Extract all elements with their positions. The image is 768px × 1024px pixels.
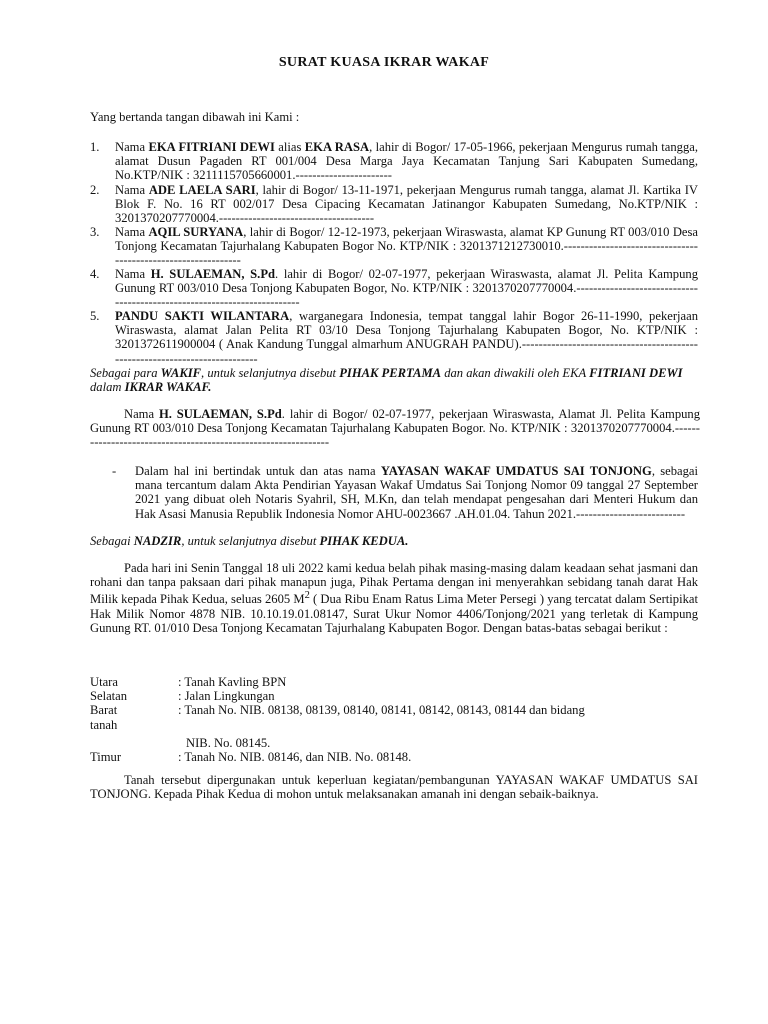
person-name: PANDU SAKTI WILANTARA [115,309,290,323]
person-details: , lahir di Bogor/ 17-05-1966, pekerjaan Mengurus rumah tangga, alamat Dusun Pagaden RT 001/004 Desa Marga Jaya Kecamatan Tanjung Sari Kabupaten Sumedang, No.KTP/NIK : 3211115705660001.----------------------- [115,140,698,183]
border-row-barat-cont2 [90,736,698,750]
intro-text: Yang bertanda tangan dibawah ini Kami : [90,110,300,124]
pihak-kedua-statement [90,534,700,548]
ikrar-wakaf-term: IKRAR WAKAF. [124,380,212,395]
yayasan-details: , sebagai mana tercantum dalam Akta Pendirian Yayasan Wakaf Umdatus Sai Tonjong Nomor 09 tanggal 27 September 2021 yang dibuat oleh Notaris Syahril, SH, M.Kn, dan telah mendapat pengesahan dari Menteri Hukum dan Hak Asasi Manusia Republik Indonesia Nomor AHU-0023667 .AH.01.04. Tahun 2021.-------------------------- [135,464,699,521]
list-item [90,225,698,267]
item-number: 1. [90,140,100,154]
pihak-pertama-term: PIHAK PERTAMA [339,366,442,380]
nadzir-name: H. SULAEMAN, S.Pd [158,407,282,421]
page-title: SURAT KUASA IKRAR WAKAF [278,55,490,70]
border-label: Selatan [90,689,128,704]
statement-text: Sebagai para [90,366,161,380]
person-details: . lahir di Bogor/ 02-07-1977, pekerjaan Wiraswasta, alamat Jl. Pelita Kampung Gunung RT 003/010 Desa Tonjong Kabupaten Bogor, No. KTP/NIK : 3201370207770004.------------------------------------------------------------------------- [115,267,698,310]
paragraph-text: ( Dua Ribu Enam Ratus Lima Meter Persegi ) yang tercatat dalam Sertipikat Hak Milik Nomor 4878 NIB. 10.10.19.01.08147, Surat Ukur Nomor 4406/Tonjong/2021 yang terletak di Kampung Gunung RT. 01/010 Desa Tonjong Kecamatan Tajurhalang Kabupaten Bogor. Dengan batas-batas sebagai berikut : [90,592,698,635]
pihak-pertama-statement [90,366,700,394]
yayasan-name: YAYASAN WAKAF UMDATUS SAI TONJONG [380,464,652,478]
list-item [90,140,698,183]
border-row-timur [90,750,698,764]
closing-paragraph: Tanah tersebut dipergunakan untuk keperluan kegiatan/pembangunan YAYASAN WAKAF UMDATUS SAI TONJONG. Kepada Pihak Kedua di mohon untuk melaksanakan amanah ini dengan sebaik-baiknya. [90,773,698,802]
person-alias: EKA RASA [304,140,370,154]
person-name: EKA FITRIANI DEWI [148,140,275,154]
item-number: 3. [90,225,100,239]
statement-text: dalam [90,380,125,395]
name-prefix: Nama [115,140,149,154]
statement-text: , untuk selanjutnya disebut [201,366,340,380]
statement-text: , untuk selanjutnya disebut [181,534,320,548]
border-list [90,675,698,764]
border-label: Barat [90,703,118,718]
paragraph-text: Pada hari ini Senin Tanggal 18 uli 2022 kami kedua belah pihak masing-masing dalam keadaan sehat jasmani dan rohani dan tanpa paksaan dari pihak manapun juga, Pihak Pertama dengan ini menyerahkan sebidang tanah darat Hak Milik kepada Pihak Kedua, seluas 2605 M [90,561,698,607]
border-row-barat [90,703,698,717]
yayasan-text [135,464,698,521]
nadzir-details: . lahir di Bogor/ 02-07-1977, pekerjaan Wiraswasta, Alamat Jl. Pelita Kampung Gunung RT 003/010 Desa Tonjong Kecamatan Tajurhalang Kabupaten Bogor. No. KTP/NIK : 3201370207770004.--------------------------------------------------------------- [90,407,701,450]
border-row-utara [90,675,698,689]
list-item [90,309,698,366]
name-prefix: Nama [115,267,151,281]
person-details: , lahir di Bogor/ 12-12-1973, pekerjaan Wiraswasta, alamat KP Gunung RT 003/010 Desa Tonjong Kecamatan Tajurhalang Kabupaten Bogor No. KTP/NIK : 3201371212730010.-------------------------------------------------------------- [115,225,699,268]
area-superscript: 2 [304,590,310,602]
border-label-cont: tanah [90,717,118,732]
list-item [90,183,698,225]
border-value: : Tanah No. NIB. 08138, 08139, 08140, 08141, 08142, 08143, 08144 dan bidang [178,703,585,718]
item-number: 4. [90,267,100,281]
wakif-list [90,140,698,366]
name-prefix: Nama [115,183,149,197]
dash-bullet: - [112,464,117,478]
representative-name: FITRIANI DEWI [589,366,683,380]
item-number: 2. [90,183,100,197]
main-paragraph [90,561,698,635]
border-value-cont: NIB. No. 08145. [186,735,271,750]
border-label: Utara [90,675,118,689]
list-item [90,267,698,309]
border-value-spacer [178,718,698,732]
border-value: : Jalan Lingkungan [178,689,275,704]
statement-text: dan akan diwakili oleh EKA [441,366,590,380]
border-value: : Tanah No. NIB. 08146, dan NIB. No. 08148. [178,750,412,765]
border-row-selatan [90,689,698,703]
pihak-kedua-term: PIHAK KEDUA. [319,534,409,548]
border-row-barat-cont [90,718,698,732]
item-number: 5. [90,309,100,323]
yayasan-prefix: Dalam hal ini bertindak untuk dan atas nama [135,464,381,478]
name-prefix: Nama [115,225,149,239]
nadzir-term: NADZIR [133,534,182,548]
statement-text: Sebagai [90,534,134,548]
wakif-term: WAKIF [160,366,202,380]
border-label-spacer [90,736,178,750]
name-prefix: Nama [124,407,159,421]
border-label: Timur [90,750,122,765]
person-name: AQIL SURYANA [148,225,244,239]
yayasan-item [90,464,698,521]
person-details: , lahir di Bogor/ 13-11-1971, pekerjaan Mengurus rumah tangga, alamat Jl. Kartika IV Blok F. No. 16 RT 002/017 Desa Cipacing Kecamatan Jatinangor Kabupaten Sumedang, No.KTP/NIK : 3201370207770004.------------------------------------- [115,183,699,226]
person-name: ADE LAELA SARI [148,183,256,197]
nadzir-paragraph [90,407,700,450]
alias-label: alias [274,140,305,154]
person-name: H. SULAEMAN, S.Pd [150,267,276,281]
border-value: : Tanah Kavling BPN [178,675,287,689]
person-details: , warganegara Indonesia, tempat tanggal lahir Bogor 26-11-1990, pekerjaan Wiraswasta, alamat Jalan Pelita RT 03/10 Desa Tonjong Tajurhalang Kabupaten Bogor, No. KTP/NIK : 3201372611900004 ( Anak Kandung Tunggal almarhum ANUGRAH PANDU).---------------------------------------------------------------------------- [115,309,698,366]
